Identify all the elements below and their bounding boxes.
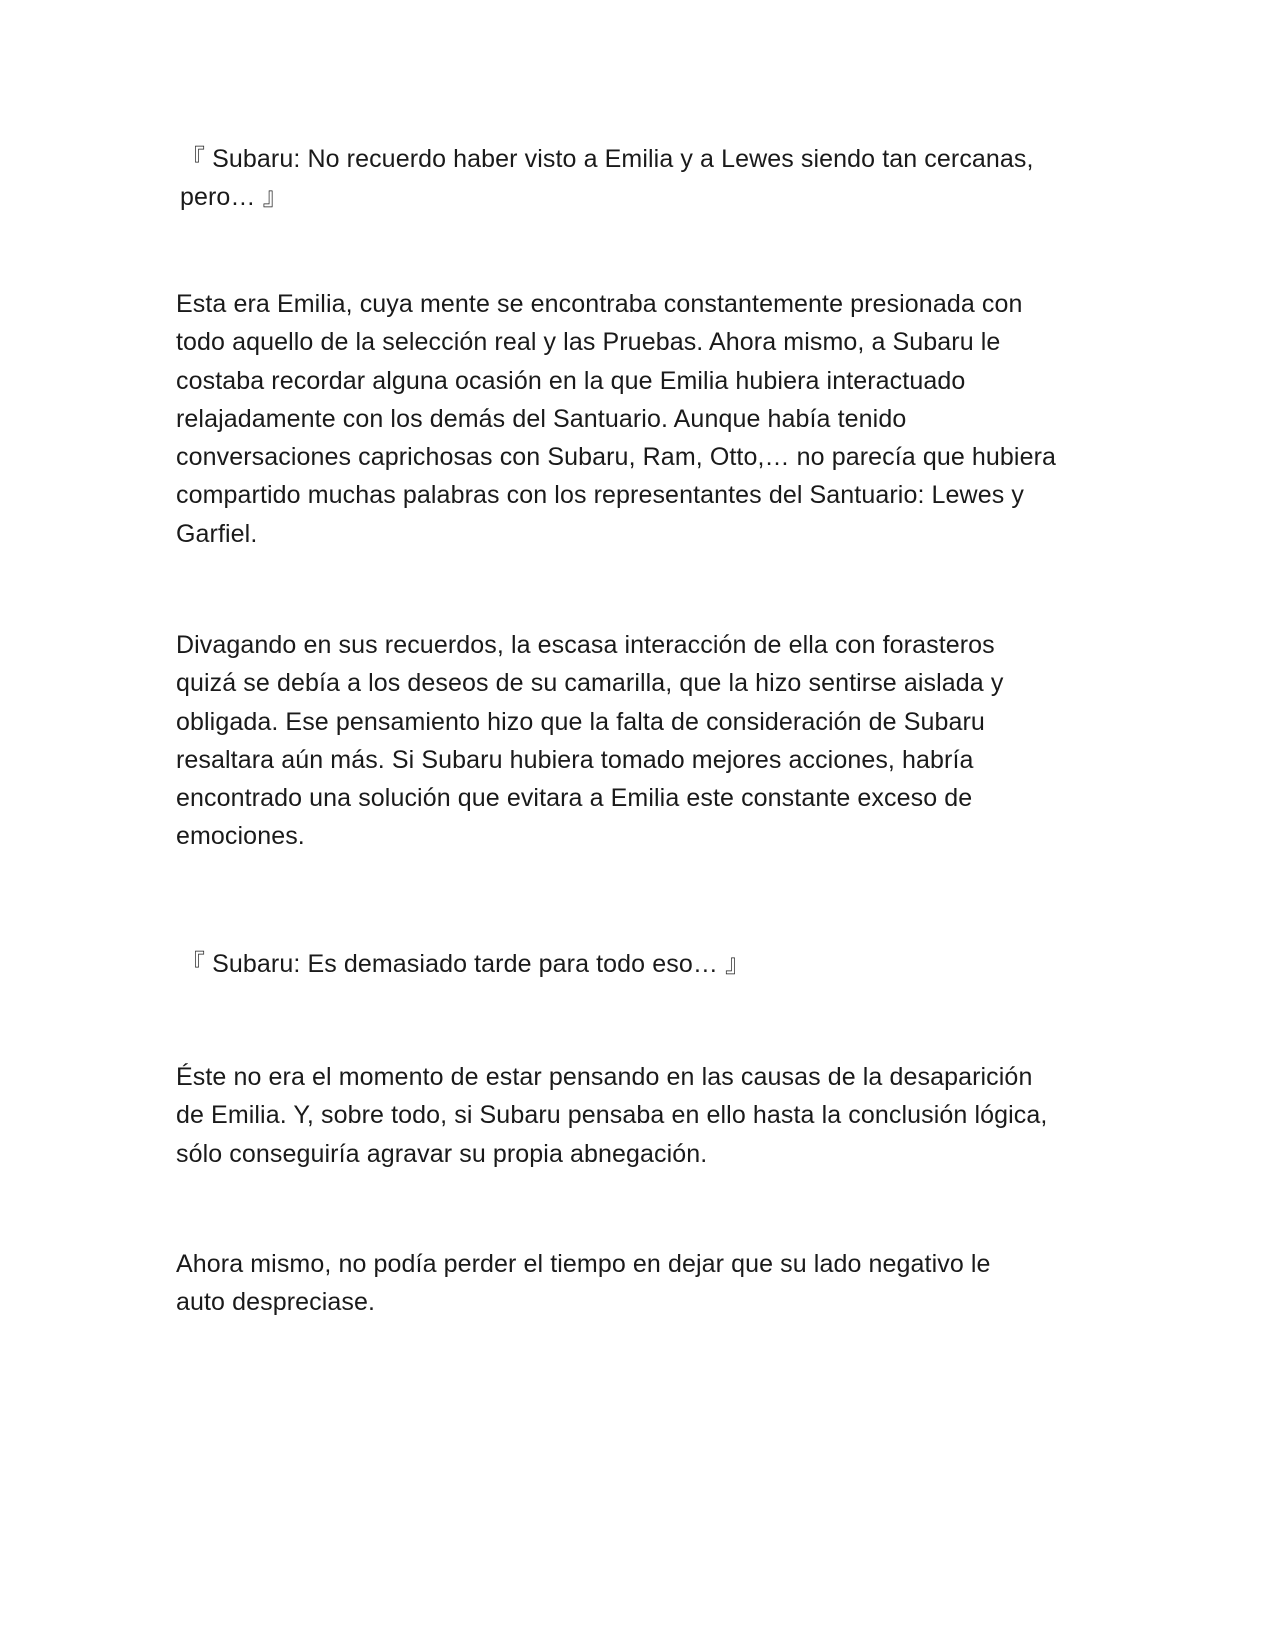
text-line: 『 Subaru: Es demasiado tarde para todo eso… 』	[180, 950, 751, 978]
text-line: conversaciones caprichosas con Subaru, Ram, Otto,… no parecía que hubiera	[176, 443, 1057, 472]
text-line: Ahora mismo, no podía perder el tiempo en dejar que su lado negativo le	[176, 1250, 991, 1278]
narration-paragraph-1	[176, 285, 1096, 553]
text-line: obligada. Ese pensamiento hizo que la falta de consideración de Subaru	[176, 707, 985, 736]
text-line: auto despreciase.	[176, 1288, 376, 1317]
text-line: 『 Subaru: No recuerdo haber visto a Emilia y a Lewes siendo tan cercanas,	[180, 145, 1034, 173]
text-line: Esta era Emilia, cuya mente se encontraba constantemente presionada con	[176, 290, 1023, 318]
text-line: Éste no era el momento de estar pensando en las causas de la desaparición	[176, 1063, 1033, 1091]
text-line: encontrado una solución que evitara a Emilia este constante exceso de	[176, 784, 973, 813]
dialogue-paragraph-2	[180, 945, 1100, 983]
text-line: sólo conseguiría agravar su propia abnegación.	[176, 1139, 708, 1168]
text-line: costaba recordar alguna ocasión en la que Emilia hubiera interactuado	[176, 366, 966, 395]
narration-paragraph-2	[176, 626, 1096, 856]
text-line: pero… 』	[180, 183, 288, 212]
text-line: de Emilia. Y, sobre todo, si Subaru pensaba en ello hasta la conclusión lógica,	[176, 1101, 1048, 1130]
text-line: emociones.	[176, 822, 305, 851]
text-line: relajadamente con los demás del Santuario. Aunque había tenido	[176, 404, 907, 433]
text-line: todo aquello de la selección real y las Pruebas. Ahora mismo, a Subaru le	[176, 328, 1001, 357]
text-line: quizá se debía a los deseos de su camarilla, que la hizo sentirse aislada y	[176, 669, 1004, 698]
text-line: Garfiel.	[176, 519, 258, 548]
narration-paragraph-3	[176, 1058, 1096, 1173]
text-line: resaltara aún más. Si Subaru hubiera tomado mejores acciones, habría	[176, 745, 974, 774]
narration-paragraph-4	[176, 1245, 1096, 1322]
text-line: compartido muchas palabras con los representantes del Santuario: Lewes y	[176, 481, 1024, 510]
text-line: Divagando en sus recuerdos, la escasa interacción de ella con forasteros	[176, 631, 995, 659]
dialogue-paragraph-1	[180, 140, 1100, 217]
